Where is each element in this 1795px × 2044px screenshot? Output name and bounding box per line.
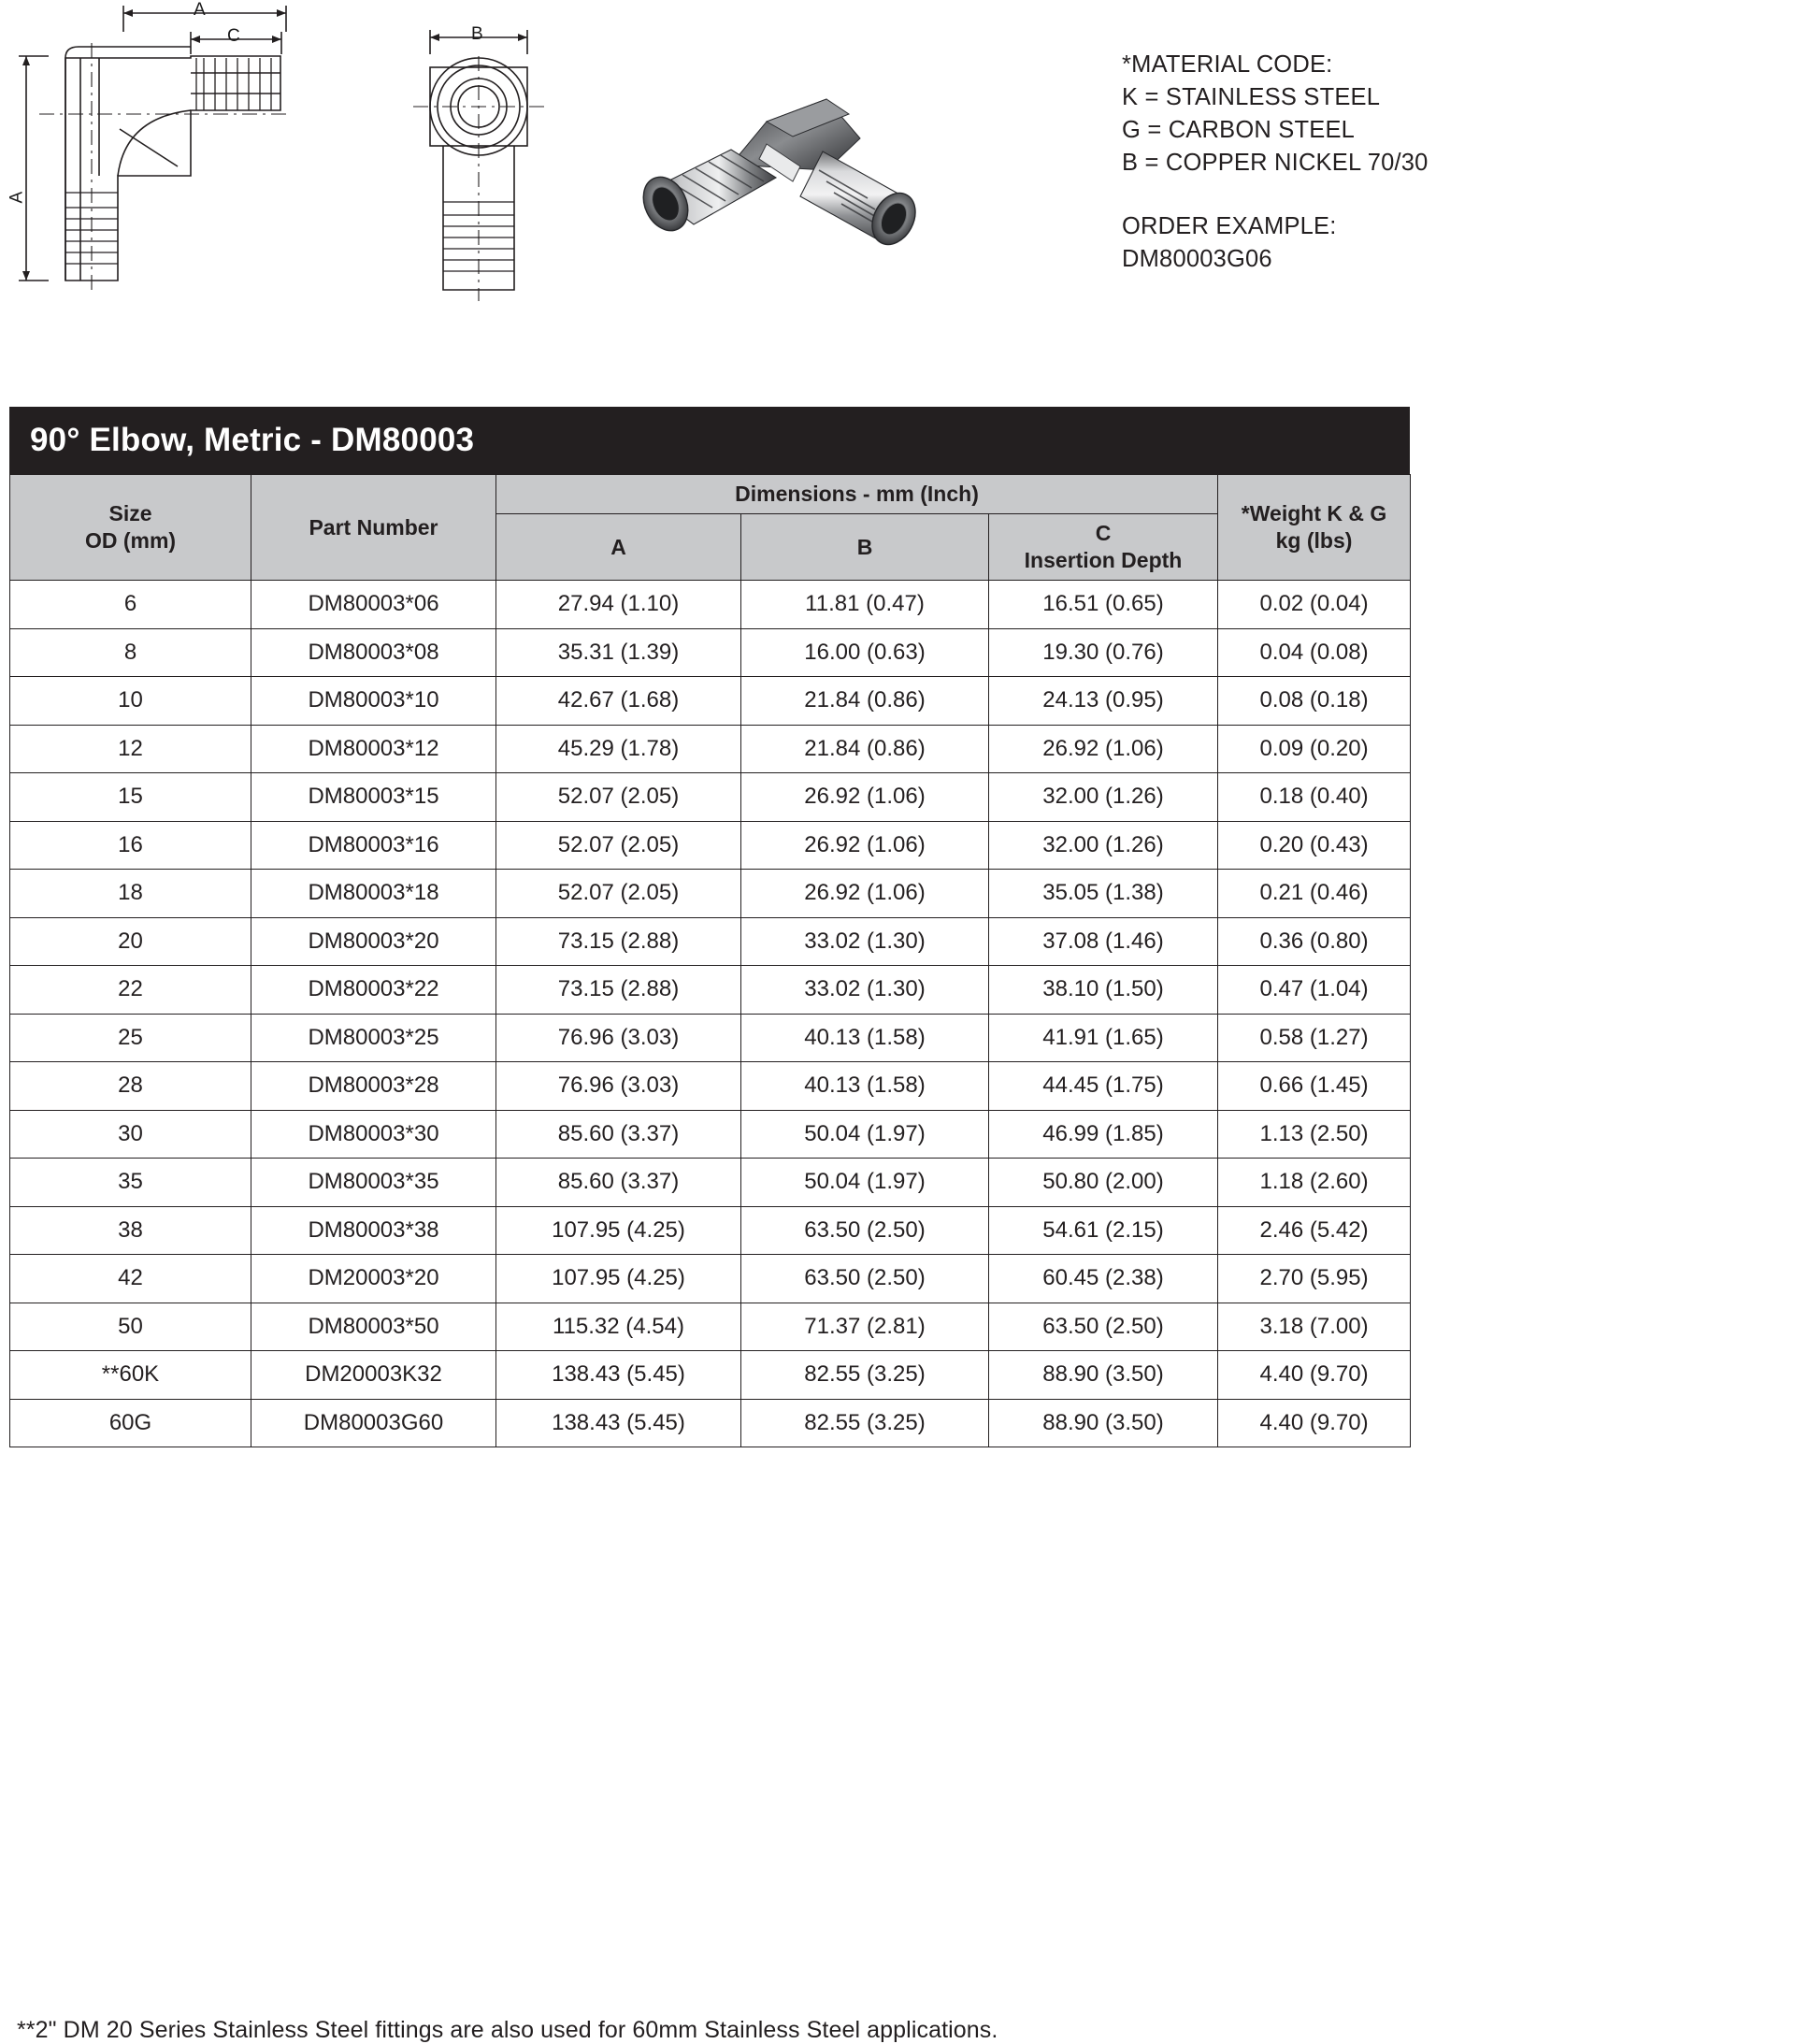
table-row <box>10 1351 1411 1400</box>
table-row <box>10 1110 1411 1159</box>
cell-dim-c: 19.30 (0.76) <box>989 628 1218 677</box>
cell-dim-b: 33.02 (1.30) <box>741 917 989 966</box>
dim-label-a-side: A <box>7 191 27 204</box>
cell-dim-c: 50.80 (2.00) <box>989 1159 1218 1207</box>
spec-table-container <box>9 407 1410 2043</box>
dim-label-a-top: A <box>194 0 206 20</box>
cell-dim-a: 45.29 (1.78) <box>496 725 741 773</box>
table-header <box>10 475 1411 581</box>
cell-size: 28 <box>10 1062 251 1111</box>
cell-dim-a: 115.32 (4.54) <box>496 1303 741 1351</box>
cell-size: 42 <box>10 1255 251 1303</box>
order-example-value: DM80003G06 <box>1122 246 1272 272</box>
cell-weight: 0.47 (1.04) <box>1218 966 1411 1015</box>
table-title-bar <box>9 407 1410 474</box>
cell-dim-a: 85.60 (3.37) <box>496 1110 741 1159</box>
cell-weight: 0.21 (0.46) <box>1218 870 1411 918</box>
header-col-b: B <box>741 514 989 581</box>
cell-part-number: DM80003*06 <box>251 581 496 629</box>
cell-weight: 0.66 (1.45) <box>1218 1062 1411 1111</box>
cell-weight: 0.08 (0.18) <box>1218 677 1411 726</box>
cell-dim-c: 24.13 (0.95) <box>989 677 1218 726</box>
cell-dim-b: 50.04 (1.97) <box>741 1110 989 1159</box>
cell-dim-b: 82.55 (3.25) <box>741 1351 989 1400</box>
material-code-b: B = COPPER NICKEL 70/30 <box>1122 150 1429 176</box>
header-size <box>10 475 251 581</box>
order-example-title: ORDER EXAMPLE: <box>1122 213 1337 239</box>
cell-part-number: DM80003*38 <box>251 1206 496 1255</box>
header-part-number: Part Number <box>251 475 496 581</box>
cell-weight: 2.46 (5.42) <box>1218 1206 1411 1255</box>
illustration-band <box>0 0 1795 393</box>
table-row <box>10 1255 1411 1303</box>
cell-dim-b: 21.84 (0.86) <box>741 725 989 773</box>
cell-dim-a: 52.07 (2.05) <box>496 870 741 918</box>
cell-dim-a: 52.07 (2.05) <box>496 773 741 822</box>
cell-dim-c: 46.99 (1.85) <box>989 1110 1218 1159</box>
table-row <box>10 581 1411 629</box>
cell-part-number: DM80003*10 <box>251 677 496 726</box>
dim-label-c: C <box>227 26 241 46</box>
cell-dim-b: 21.84 (0.86) <box>741 677 989 726</box>
cell-dim-a: 107.95 (4.25) <box>496 1255 741 1303</box>
cell-weight: 2.70 (5.95) <box>1218 1255 1411 1303</box>
material-code-title: *MATERIAL CODE: <box>1122 51 1333 78</box>
table-row <box>10 966 1411 1015</box>
cell-dim-c: 35.05 (1.38) <box>989 870 1218 918</box>
cell-size: 20 <box>10 917 251 966</box>
cell-size: 8 <box>10 628 251 677</box>
cell-part-number: DM20003*20 <box>251 1255 496 1303</box>
cell-part-number: DM80003*22 <box>251 966 496 1015</box>
cell-dim-a: 73.15 (2.88) <box>496 966 741 1015</box>
cell-dim-a: 27.94 (1.10) <box>496 581 741 629</box>
cell-dim-a: 52.07 (2.05) <box>496 821 741 870</box>
isometric-render <box>626 65 963 281</box>
header-col-c <box>989 514 1218 581</box>
cell-dim-a: 138.43 (5.45) <box>496 1399 741 1447</box>
cell-weight: 3.18 (7.00) <box>1218 1303 1411 1351</box>
header-size-line1: Size <box>108 501 152 525</box>
material-code-k: K = STAINLESS STEEL <box>1122 84 1381 110</box>
cell-dim-c: 26.92 (1.06) <box>989 725 1218 773</box>
cell-dim-b: 50.04 (1.97) <box>741 1159 989 1207</box>
cell-weight: 0.36 (0.80) <box>1218 917 1411 966</box>
cell-part-number: DM20003K32 <box>251 1351 496 1400</box>
cell-weight: 0.09 (0.20) <box>1218 725 1411 773</box>
table-row <box>10 1014 1411 1062</box>
table-body <box>10 581 1411 1447</box>
cell-part-number: DM80003*08 <box>251 628 496 677</box>
cell-dim-c: 32.00 (1.26) <box>989 821 1218 870</box>
header-weight <box>1218 475 1411 581</box>
cell-part-number: DM80003*50 <box>251 1303 496 1351</box>
cell-size: 22 <box>10 966 251 1015</box>
header-col-c-line1: C <box>1095 521 1112 545</box>
table-row <box>10 1399 1411 1447</box>
cell-dim-c: 88.90 (3.50) <box>989 1399 1218 1447</box>
cell-dim-a: 107.95 (4.25) <box>496 1206 741 1255</box>
cell-dim-b: 71.37 (2.81) <box>741 1303 989 1351</box>
cell-size: 25 <box>10 1014 251 1062</box>
table-title: 90° Elbow, Metric - DM80003 <box>30 422 475 458</box>
table-row <box>10 1062 1411 1111</box>
cell-dim-b: 33.02 (1.30) <box>741 966 989 1015</box>
cell-dim-b: 82.55 (3.25) <box>741 1399 989 1447</box>
cell-weight: 0.04 (0.08) <box>1218 628 1411 677</box>
cell-part-number: DM80003*18 <box>251 870 496 918</box>
cell-dim-c: 16.51 (0.65) <box>989 581 1218 629</box>
cell-part-number: DM80003*25 <box>251 1014 496 1062</box>
cell-size: **60K <box>10 1351 251 1400</box>
table-row <box>10 1206 1411 1255</box>
cell-part-number: DM80003*12 <box>251 725 496 773</box>
cell-part-number: DM80003*16 <box>251 821 496 870</box>
cell-weight: 4.40 (9.70) <box>1218 1399 1411 1447</box>
table-row <box>10 628 1411 677</box>
cell-dim-c: 88.90 (3.50) <box>989 1351 1218 1400</box>
cell-dim-a: 35.31 (1.39) <box>496 628 741 677</box>
cell-dim-a: 76.96 (3.03) <box>496 1014 741 1062</box>
header-dimensions-group: Dimensions - mm (Inch) <box>496 475 1218 514</box>
table-row <box>10 821 1411 870</box>
header-col-c-line2: Insertion Depth <box>1024 548 1183 572</box>
cell-dim-a: 73.15 (2.88) <box>496 917 741 966</box>
spec-table <box>9 474 1411 1447</box>
cell-part-number: DM80003*28 <box>251 1062 496 1111</box>
cell-dim-a: 85.60 (3.37) <box>496 1159 741 1207</box>
dim-label-b: B <box>471 24 483 44</box>
cell-dim-a: 138.43 (5.45) <box>496 1351 741 1400</box>
cell-dim-b: 63.50 (2.50) <box>741 1206 989 1255</box>
cell-dim-c: 63.50 (2.50) <box>989 1303 1218 1351</box>
material-code-g: G = CARBON STEEL <box>1122 117 1356 143</box>
cell-part-number: DM80003*30 <box>251 1110 496 1159</box>
cell-size: 30 <box>10 1110 251 1159</box>
cell-size: 12 <box>10 725 251 773</box>
front-view-drawing <box>7 0 316 309</box>
header-size-line2: OD (mm) <box>84 528 177 553</box>
table-row <box>10 917 1411 966</box>
table-row <box>10 677 1411 726</box>
header-weight-line1: *Weight K & G <box>1241 501 1387 525</box>
cell-dim-c: 54.61 (2.15) <box>989 1206 1218 1255</box>
cell-size: 50 <box>10 1303 251 1351</box>
cell-dim-a: 76.96 (3.03) <box>496 1062 741 1111</box>
header-col-a: A <box>496 514 741 581</box>
cell-dim-b: 26.92 (1.06) <box>741 821 989 870</box>
header-row-top <box>10 475 1411 514</box>
header-weight-line2: kg (lbs) <box>1275 528 1353 553</box>
cell-dim-c: 38.10 (1.50) <box>989 966 1218 1015</box>
cell-part-number: DM80003*35 <box>251 1159 496 1207</box>
cell-dim-c: 37.08 (1.46) <box>989 917 1218 966</box>
cell-size: 6 <box>10 581 251 629</box>
cell-dim-b: 40.13 (1.58) <box>741 1014 989 1062</box>
cell-weight: 4.40 (9.70) <box>1218 1351 1411 1400</box>
cell-weight: 0.20 (0.43) <box>1218 821 1411 870</box>
cell-dim-b: 40.13 (1.58) <box>741 1062 989 1111</box>
cell-dim-b: 11.81 (0.47) <box>741 581 989 629</box>
cell-part-number: DM80003*20 <box>251 917 496 966</box>
cell-size: 60G <box>10 1399 251 1447</box>
cell-dim-b: 63.50 (2.50) <box>741 1255 989 1303</box>
table-row <box>10 773 1411 822</box>
material-code-notes <box>1122 49 1720 276</box>
cell-size: 10 <box>10 677 251 726</box>
cell-size: 35 <box>10 1159 251 1207</box>
cell-part-number: DM80003G60 <box>251 1399 496 1447</box>
table-row <box>10 1303 1411 1351</box>
side-view-drawing <box>411 13 580 303</box>
cell-dim-c: 32.00 (1.26) <box>989 773 1218 822</box>
cell-dim-b: 26.92 (1.06) <box>741 773 989 822</box>
cell-dim-c: 41.91 (1.65) <box>989 1014 1218 1062</box>
cell-size: 38 <box>10 1206 251 1255</box>
cell-dim-b: 26.92 (1.06) <box>741 870 989 918</box>
table-row <box>10 870 1411 918</box>
cell-weight: 0.58 (1.27) <box>1218 1014 1411 1062</box>
cell-weight: 1.18 (2.60) <box>1218 1159 1411 1207</box>
cell-dim-a: 42.67 (1.68) <box>496 677 741 726</box>
cell-dim-c: 44.45 (1.75) <box>989 1062 1218 1111</box>
cell-part-number: DM80003*15 <box>251 773 496 822</box>
table-row <box>10 1159 1411 1207</box>
cell-size: 18 <box>10 870 251 918</box>
notes-spacer <box>1122 180 1720 210</box>
table-footnote: **2" DM 20 Series Stainless Steel fittings are also used for 60mm Stainless Steel applications. <box>17 2017 998 2043</box>
cell-dim-c: 60.45 (2.38) <box>989 1255 1218 1303</box>
table-row <box>10 725 1411 773</box>
cell-size: 15 <box>10 773 251 822</box>
cell-weight: 0.18 (0.40) <box>1218 773 1411 822</box>
cell-dim-b: 16.00 (0.63) <box>741 628 989 677</box>
cell-weight: 0.02 (0.04) <box>1218 581 1411 629</box>
cell-size: 16 <box>10 821 251 870</box>
cell-weight: 1.13 (2.50) <box>1218 1110 1411 1159</box>
